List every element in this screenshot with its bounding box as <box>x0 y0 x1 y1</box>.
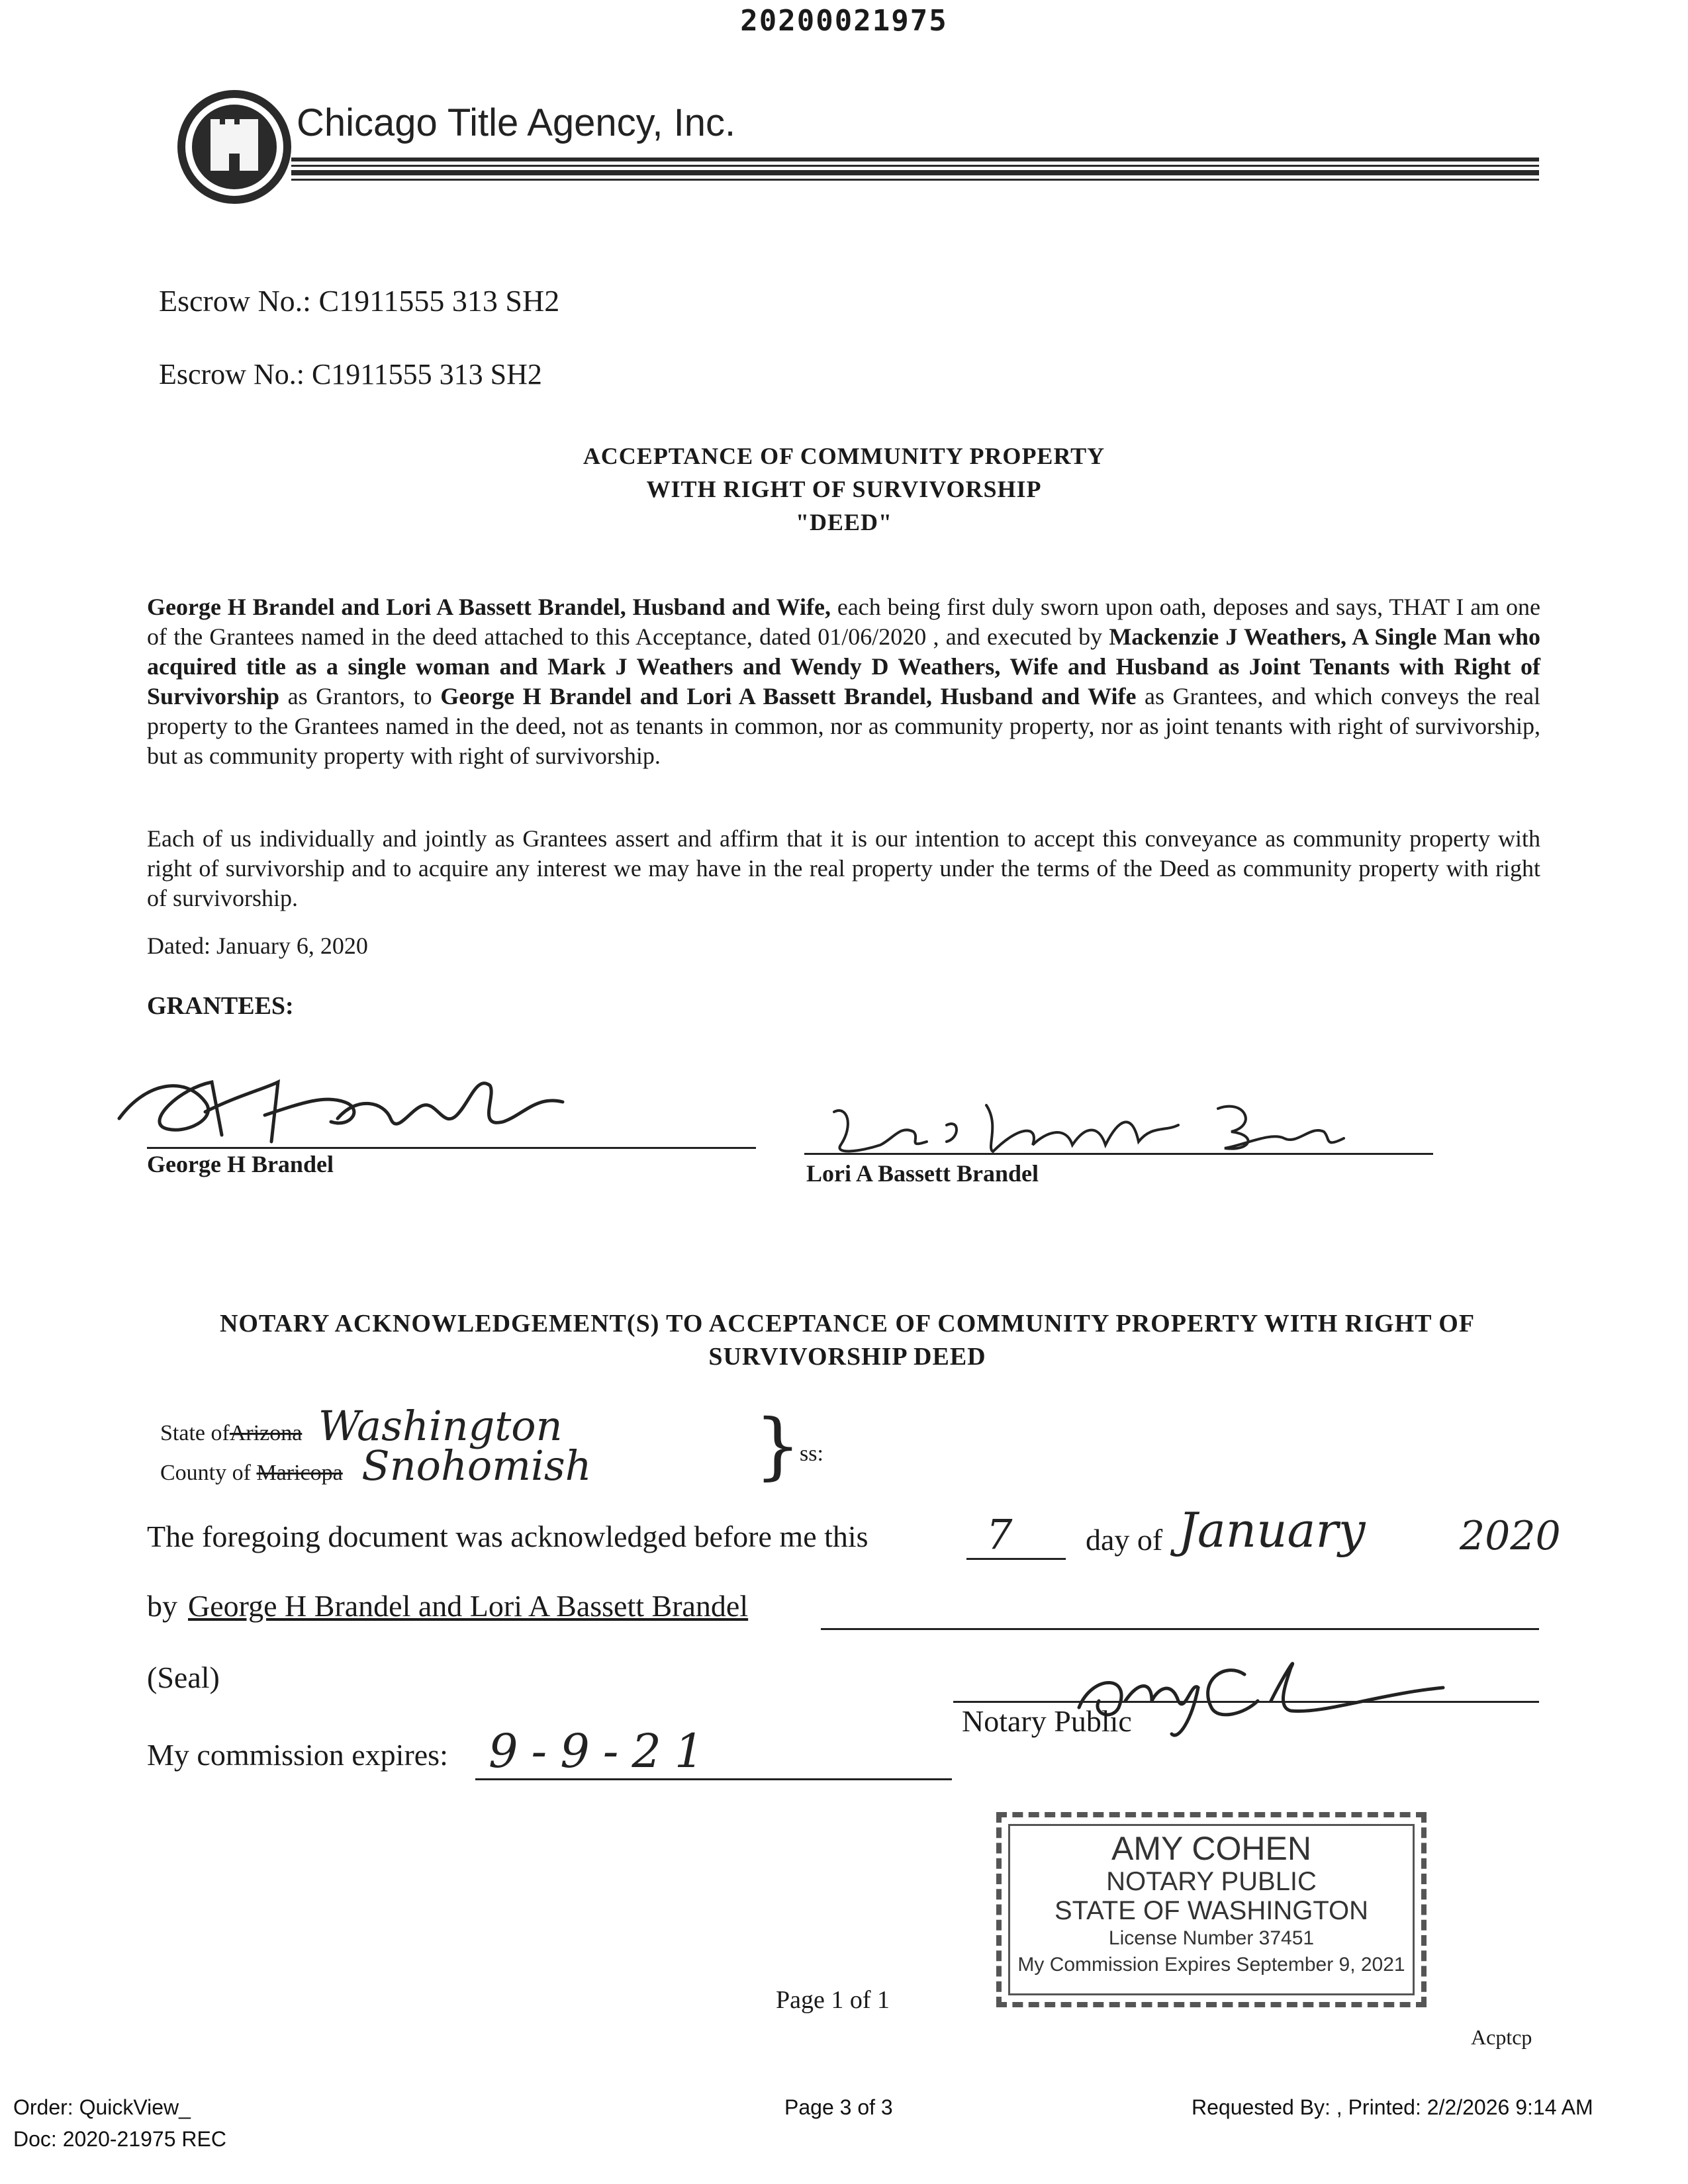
by-names: George H Brandel and Lori A Bassett Brandel <box>188 1589 749 1623</box>
grantees-names: George H Brandel and Lori A Bassett Brandel, Husband and Wife, <box>147 594 831 620</box>
footer-page: Page 3 of 3 <box>784 2095 893 2119</box>
footer-order: Order: QuickView_ <box>13 2095 191 2119</box>
header-rule <box>291 158 1539 184</box>
page-of: Page 1 of 1 <box>776 1986 890 2014</box>
by-label: by <box>147 1589 177 1623</box>
commission-date: 9-9-21 <box>489 1724 718 1778</box>
ack-year: 2020 <box>1460 1513 1561 1559</box>
agency-name: Chicago Title Agency, Inc. <box>297 101 736 144</box>
stamp-line2: NOTARY PUBLIC <box>1106 1867 1317 1896</box>
notary-public-label: Notary Public <box>962 1704 1132 1738</box>
day-of-label: day of <box>1086 1523 1163 1557</box>
signature-line-george <box>147 1147 756 1149</box>
stamp-line3: STATE OF WASHINGTON <box>1054 1896 1369 1925</box>
escrow-number-2: Escrow No.: C1911555 313 SH2 <box>159 358 542 390</box>
state-handwritten: Washington <box>318 1402 563 1450</box>
state-struck: Arizona <box>229 1421 303 1445</box>
para1-text-1: each being first duly sworn upon oath, deposes and says, THAT I am one of the Grantees named in the deed attached to this Acceptance, dated 01/06/2020 , and executed by <box>147 594 1540 650</box>
stamp-line4: License Number 37451 <box>1108 1927 1315 1949</box>
commission-label: My commission expires: <box>147 1738 448 1772</box>
signature-george <box>106 1056 583 1155</box>
stamp-name: AMY COHEN <box>1111 1830 1311 1867</box>
ack-text: The foregoing document was acknowledged before me this <box>147 1520 868 1553</box>
paragraph-2: Each of us individually and jointly as Grantees assert and affirm that it is our intention to accept this conveyance as community property with right of survivorship and to acquire any interest we may have in the real property under the terms of the Deed as community property with right of survivorship. <box>147 825 1540 911</box>
county-struck: Maricopa <box>256 1461 343 1485</box>
stamp-line5: My Commission Expires September 9, 2021 <box>1017 1954 1405 1976</box>
form-code: Acptcp <box>1471 2025 1532 2049</box>
paragraph-1 <box>147 592 1540 771</box>
para1-text-2: as Grantors, to <box>279 683 441 709</box>
footer-requested: Requested By: , Printed: 2/2/2026 9:14 AM <box>1192 2095 1593 2119</box>
seal-label: (Seal) <box>147 1661 220 1694</box>
grantees-heading: GRANTEES: <box>147 992 294 1020</box>
ss-label: ss: <box>800 1441 823 1466</box>
ack-day: 7 <box>986 1510 1013 1559</box>
doc-title-line2: WITH RIGHT OF SURVIVORSHIP <box>646 476 1042 502</box>
by-line <box>821 1628 1539 1630</box>
ack-month: January <box>1178 1502 1366 1558</box>
notary-title-line2: SURVIVORSHIP DEED <box>708 1343 986 1371</box>
county-label: County of <box>160 1461 251 1485</box>
ack-day-line <box>966 1510 1066 1560</box>
doc-title-line1: ACCEPTANCE OF COMMUNITY PROPERTY <box>583 443 1105 469</box>
signer-george: George H Brandel <box>147 1151 334 1177</box>
signature-line-lori <box>804 1153 1433 1155</box>
grantees-names-2: George H Brandel and Lori A Bassett Brandel, Husband and Wife <box>440 683 1137 709</box>
escrow-number-1: Escrow No.: C1911555 313 SH2 <box>159 284 560 318</box>
notary-title-line1: NOTARY ACKNOWLEDGEMENT(S) TO ACCEPTANCE OF COMMUNITY PROPERTY WITH RIGHT OF <box>219 1310 1476 1338</box>
grantors-names: Mackenzie J Weathers, A Single Man who acquired title as a single woman and Mark J Weathers and Wendy D Weathers, Wife and Husband as Joint Tenants with Right of Survivorship <box>147 623 1540 709</box>
commission-line <box>475 1724 952 1780</box>
dated-line: Dated: January 6, 2020 <box>147 933 368 959</box>
notary-sign-line <box>953 1701 1539 1703</box>
brace-icon: } <box>755 1403 801 1488</box>
state-label: State of <box>160 1421 230 1445</box>
castle-logo-icon <box>177 90 291 204</box>
recording-number: 20200021975 <box>740 4 948 38</box>
county-row <box>160 1441 592 1490</box>
para1-text-3: as Grantees, and which conveys the real property to the Grantees named in the deed, not as tenants in common, nor as community property, nor as joint tenants with right of survivorship, but as community property with right of survivorship. <box>147 683 1540 769</box>
notary-stamp <box>996 1812 1427 2007</box>
signer-lori: Lori A Bassett Brandel <box>806 1160 1039 1187</box>
county-handwritten: Snohomish <box>361 1441 592 1490</box>
footer-doc: Doc: 2020-21975 REC <box>13 2127 226 2151</box>
doc-title-line3: "DEED" <box>796 509 892 535</box>
